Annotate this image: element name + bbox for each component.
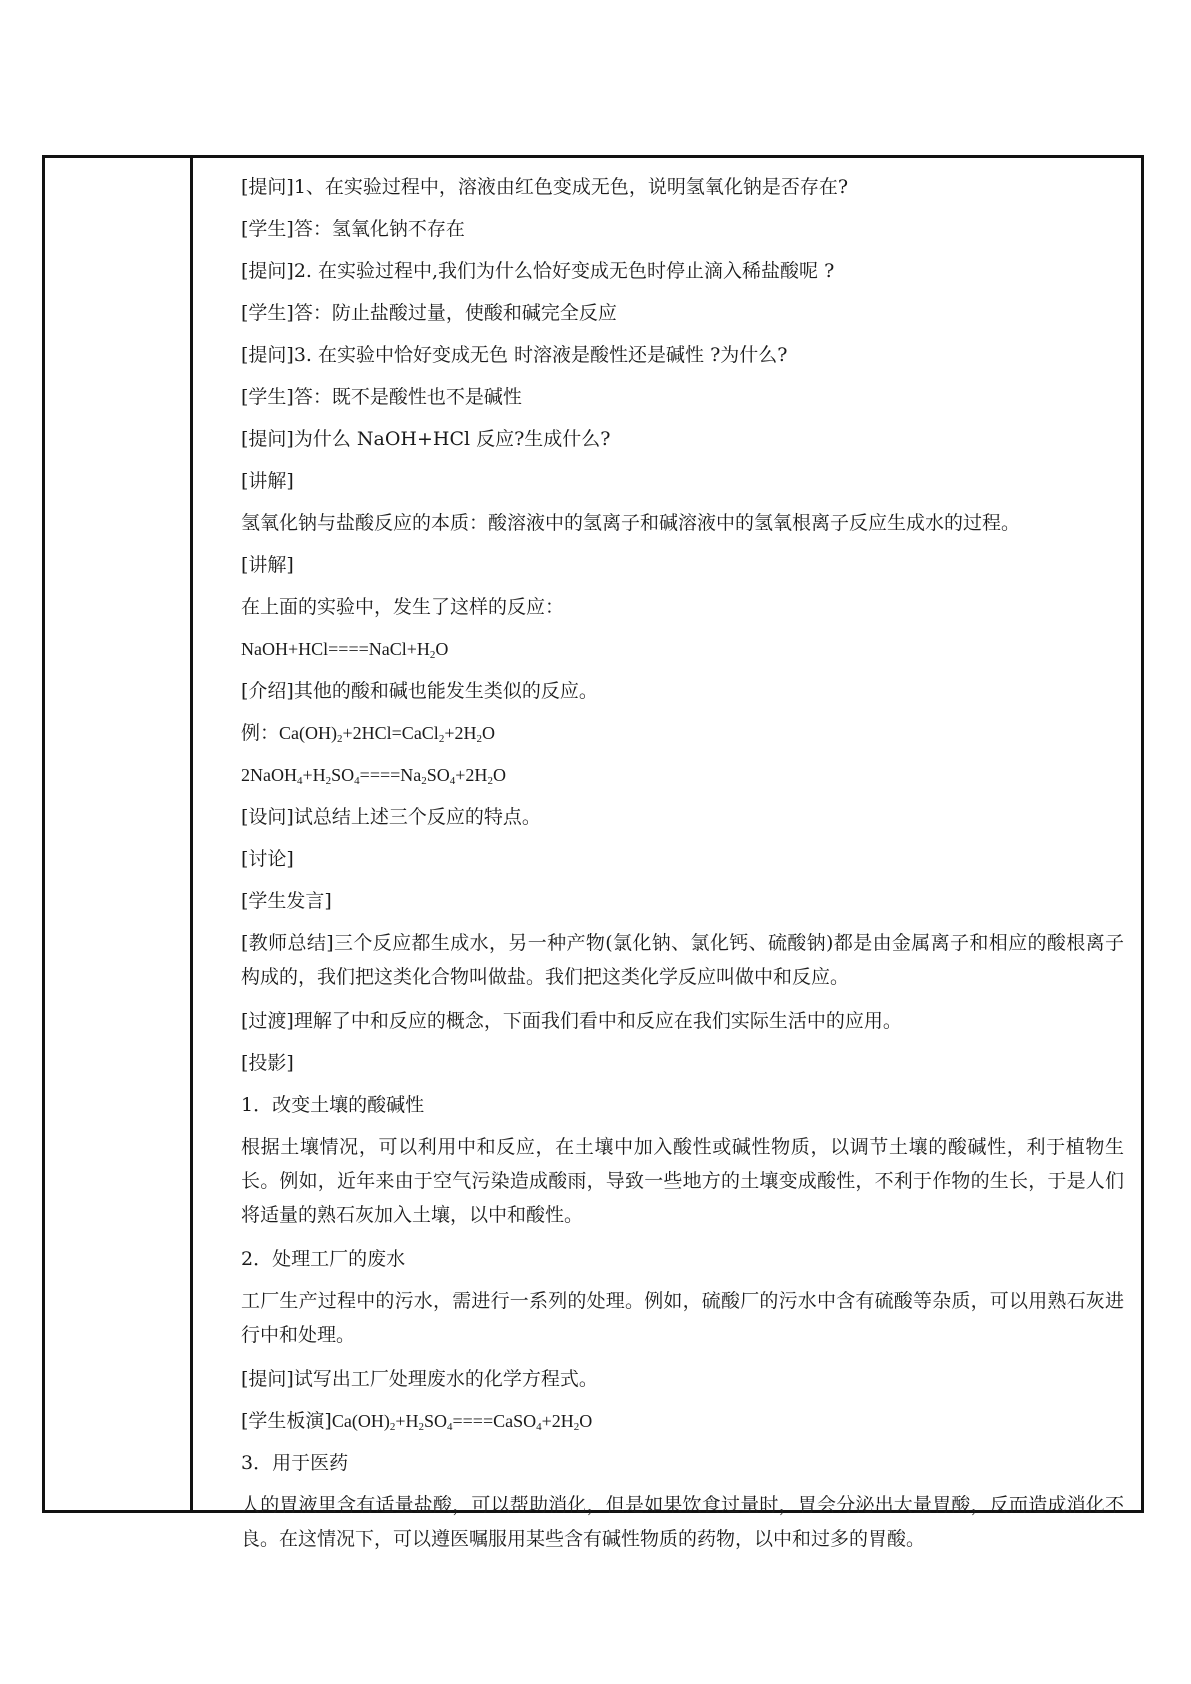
section-3-body: 人的胃液里含有适量盐酸，可以帮助消化，但是如果饮食过量时，胃会分泌出大量胃酸，反而造成消化不良。在这情况下，可以遵医嘱服用某些含有碱性物质的药物，以中和过多的胃酸。	[241, 1494, 1124, 1550]
section-2-title: 2．处理工厂的废水	[241, 1248, 406, 1270]
reaction-intro: 在上面的实验中，发生了这样的反应：	[241, 596, 565, 618]
transition-note: [过渡]理解了中和反应的概念，下面我们看中和反应在我们实际生活中的应用。	[241, 1010, 902, 1032]
left-column-cell	[45, 158, 193, 1510]
right-column-cell	[196, 158, 1141, 1550]
teacher-summary: [教师总结]三个反应都生成水，另一种产物(氯化钠、氯化钙、硫酸钠)都是由金属离子和相应的酸根离子构成的，我们把这类化合物叫做盐。我们把这类化学反应叫做中和反应。	[241, 932, 1124, 988]
answer-2: [学生]答：防止盐酸过量，使酸和碱完全反应	[241, 302, 617, 324]
answer-1: [学生]答：氢氧化钠不存在	[241, 218, 465, 240]
summary-question: [设问]试总结上述三个反应的特点。	[241, 806, 541, 828]
question-2: [提问]2. 在实验过程中,我们为什么恰好变成无色时停止滴入稀盐酸呢 ?	[241, 260, 835, 282]
equation-3: $2NaOH_4+H_2SO_4====Na_2SO_4+2H_2O$	[241, 765, 506, 787]
explain-label-2: [讲解]	[241, 554, 294, 576]
section-1-body: 根据土壤情况，可以利用中和反应，在土壤中加入酸性或碱性物质，以调节土壤的酸碱性，利于植物生长。例如，近年来由于空气污染造成酸雨，导致一些地方的土壤变成酸性，不利于作物的生长，于是人们将适量的熟石灰加入土壤，以中和酸性。	[241, 1136, 1124, 1226]
lesson-table	[42, 155, 1144, 1550]
projection-label: [投影]	[241, 1052, 294, 1074]
question-4: [提问]为什么 NaOH+HCl 反应?生成什么?	[241, 428, 611, 450]
section-2-body: 工厂生产过程中的污水，需进行一系列的处理。例如，硫酸厂的污水中含有硫酸等杂质，可以用熟石灰进行中和处理。	[241, 1290, 1124, 1346]
section-3-title: 3．用于医药	[241, 1452, 349, 1474]
reaction-essence: 氢氧化钠与盐酸反应的本质：酸溶液中的氢离子和碱溶液中的氢氧根离子反应生成水的过程。	[241, 512, 1021, 534]
lesson-content	[241, 166, 1124, 1562]
question-1: [提问]1、在实验过程中，溶液由红色变成无色，说明氢氧化钠是否存在?	[241, 176, 849, 198]
explain-label-1: [讲解]	[241, 470, 294, 492]
question-5: [提问]试写出工厂处理废水的化学方程式。	[241, 1368, 598, 1390]
question-3: [提问]3. 在实验中恰好变成无色 时溶液是酸性还是碱性 ?为什么?	[241, 344, 788, 366]
student-speech-label: [学生发言]	[241, 890, 332, 912]
student-board-equation: [学生板演]$Ca(OH)_2+H_2SO_4====CaSO_4+2H_2O$	[241, 1410, 593, 1433]
discussion-label: [讨论]	[241, 848, 294, 870]
answer-3: [学生]答：既不是酸性也不是碱性	[241, 386, 522, 408]
equation-2: 例：$Ca(OH)_2+2HCl=CaCl_2+2H_2O$	[241, 722, 495, 745]
section-1-title: 1．改变土壤的酸碱性	[241, 1094, 425, 1116]
introduce-note: [介绍]其他的酸和碱也能发生类似的反应。	[241, 680, 598, 702]
equation-1: $NaOH+HCl====NaCl+H_2O$	[241, 639, 449, 661]
